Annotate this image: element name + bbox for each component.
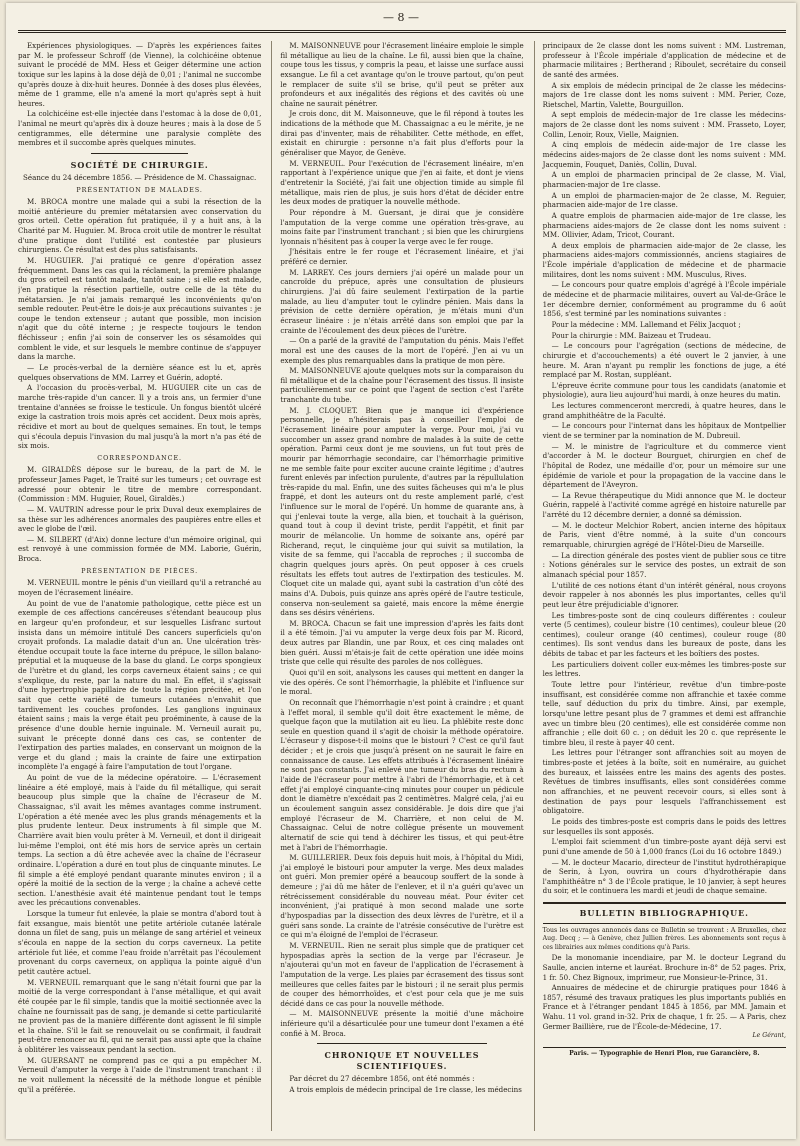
paragraph: L'emploi fait sciemment d'un timbre-poste ayant déjà servi est puni d'une amende de 50 à 1,000 francs (Loi du 16 octobre 1849.) xyxy=(542,837,786,856)
paragraph: Expériences physiologiques. — D'après les expériences faites par M. le professeur Schroff (de Vienne), la colchicéine obtenue suivant le procédé de MM. Hess et Geiger détermine une action toxique sur les lapins à la dose déjà de 0,01 ; l'animal ne succombe qu'après douze à dix-huit heures. Donnée à des doses plus élevées, même de 1 gramme, elle n'a amené la mort qu'après sept à huit heures. xyxy=(18,41,262,108)
paragraph: M. VERNEUIL. Pour l'exécution de l'écrasement linéaire, m'en rapportant à l'expérience unique que j'en ai faite, et dont je viens d'entretenir la Société, j'ai fait une objection timide au simple fil métallique, mais rien de plus, je suis hors d'état de décider entre les deux modes de pratiquer la nouvelle méthode. xyxy=(280,158,524,207)
paragraph: A cinq emplois de médecin aide-major de 1re classe les médecins aides-majors de 2e classe dont les noms suivent : MM. Jacquemin, Fouquet, Daniès, Collin, Duval. xyxy=(542,140,786,169)
paragraph: L'utilité de ces notions étant d'un intérêt général, nous croyons devoir rappeler à nos abonnés les plus importantes, celles qu'il peut leur être préjudiciable d'ignorer. xyxy=(542,580,786,609)
paragraph: A six emplois de médecin principal de 2e classe les médecins-majors de 1re classe dont les noms suivent : MM. Perier, Coze, Rietschel, Martin, Valette, Bourguillon. xyxy=(542,80,786,109)
bibliography-entry: De la monomanie incendiaire, par M. le docteur Legrand du Saulle, ancien interne et lauréat. Brochure in-8° de 52 pages. Prix, 1 fr. 50. Chez Bignoux, imprimeur, rue Monsieur-le-Prince, 31. xyxy=(542,953,786,982)
bibliography-entry: Annuaires de médecine et de chirurgie pratiques pour 1846 à 1857, résumé des travaux pratiques les plus importants publiés en France et à l'étranger pendant 1845 à 1856, par MM. Jamain et Wahu. 11 vol. grand in-32. Prix de chaque, 1 fr. 25. — A Paris, chez Germer Baillière, rue de l'École-de-Médecine, 17. xyxy=(542,983,786,1031)
paragraph: Les lettres pour l'étranger sont affranchies soit au moyen de timbres-poste et jetées à la boîte, soit en numéraire, au guichet des bureaux, et laissées entre les mains des agents des postes. Revêtues de timbres insuffisants, elles sont considérées comme non affranchies, et ne peuvent recevoir cours, si elles sont à destination de pays pour lesquels l'affranchissement est obligatoire. xyxy=(542,748,786,816)
paragraph: Par décret du 27 décembre 1856, ont été nommés : xyxy=(289,1074,475,1084)
paragraph: M. BROCA montre une malade qui a subi la résection de la moitié antérieure du premier métatarsien avec conservation du gros orteil. Cette opération fut pratiquée, il y a huit ans, à la Charité par M. Huguier. M. Broca croit utile de montrer le résultat d'une pratique dont l'utilité est contestée par plusieurs chirurgiens. Ce résultat est des plus satisfaisants. xyxy=(18,197,262,255)
paragraph: — Le procès-verbal de la dernière séance est lu et, après quelques observations de MM. Larrey et Guérin, adopté. xyxy=(18,363,262,382)
paragraph: Quoi qu'il en soit, analysons les causes qui mettent en danger la vie des opérés. Ce sont l'hémorrhagie, la phlébite et l'influence sur le moral. xyxy=(280,668,524,697)
paragraph: M. GUILLERIER. Deux fois depuis huit mois, à l'hôpital du Midi, j'ai employé le bistouri pour amputer la verge. Mes deux malades ont guéri. Mon premier opéré a beaucoup souffert de la sonde à demeure ; j'ai dû me hâter de l'enlever, et il n'a guéri qu'avec un rétrécissement considérable du nouveau méat. Pour éviter cet inconvénient, j'ai pratiqué à mon second malade une sorte d'hypospadias par la dissection des deux lèvres de l'urètre, et il a guéri sans sonde. La crainte de l'atrésie consécutive de l'urètre est ce qui m'a éloigné de l'emploi de l'écraseur. xyxy=(280,853,524,940)
column-1 xyxy=(18,41,261,1131)
bulletin-note: Tous les ouvrages annoncés dans ce Bulletin se trouvent : A Bruxelles, chez Aug. Decq ; — à Genève, chez Jullien frères. Les abonnements sont reçus à ces librairies aux mêmes conditions qu'à Paris. xyxy=(542,926,786,951)
paragraph: Je crois donc, dit M. Maisonneuve, que le fil répond à toutes les indications de la méthode que M. Chassaignac a eu le mérite, je ne dirai pas d'inventer, mais de réhabiliter. Cette méthode, en effet, existait en chirurgie : personne n'a fait plus d'efforts pour la généraliser que Mayor, de Genève. xyxy=(280,109,524,158)
column-2 xyxy=(271,41,523,1131)
bulletin-title: BULLETIN BIBLIOGRAPHIQUE. xyxy=(579,908,749,919)
paragraph: Les lectures commenceront mercredi, à quatre heures, dans le grand amphithéâtre de la Faculté. xyxy=(542,401,786,420)
paragraph: — La Revue thérapeutique du Midi annonce que M. le docteur Guérin, rappelé à l'activité comme agrégé en histoire naturelle par l'arrêté du 12 décembre dernier, a donné sa démission. xyxy=(542,490,786,520)
paragraph: M. J. CLOQUET. Bien que je manque ici d'expérience personnelle, je n'hésiterais pas à conseiller l'emploi de l'écrasement linéaire pour amputer la verge. Pour moi, j'ai vu succomber un assez grand nombre de malades à la suite de cette opération. Parmi ceux dont je me souviens, un fut tout près de mourir par hémorrhagie secondaire, car l'hémorrhagie primitive ne me semble faite pour exciter aucune crainte légitime ; d'autres furent enlevés par infection purulente, d'autres par la répullulation très-rapide du mal. Enfin, une des suites fâcheuses qui m'a le plus frappé, et dont les auteurs ont du reste amplement parlé, c'est l'influence sur le moral de l'opéré. Un homme de quarante ans, à qui j'enlevai toute la verge, alla bien, et touchait à la guérison, quand tout à coup il devint triste, perdit l'appétit, et finit par mourir de mélancolie. Un homme de soixante ans, opéré par Richerand, reçut, le cinquième jour qui suivit sa mutilation, la visite de sa femme, qui l'accabla de reproches ; il succomba de chagrin quelques jours après. On peut opposer à ces cruels résultats les effets tout autres de l'extirpation des testicules. M. Cloquet cite un malade qui, ayant subi la castration d'un côté des mains d'A. Dubois, puis quinze ans après opéré de l'autre testicule, conserva non-seulement sa gaieté, mais encore la même énergie dans ses désirs vénériens. xyxy=(280,405,524,618)
paragraph: Lorsque la tumeur fut enlevée, la plaie se montra d'abord tout à fait exsangue, mais bientôt une petite artériole cutanée latérale donna un filet de sang, puis un mélange de sang artériel et veineux s'écoula en nappe de la section du corps caverneux. La petite artériole fut liée, et comme l'eau froide n'arrêtait pas l'écoulement provenant du corps caverneux, on appliqua la pointe aiguë d'un petit cautère actuel. xyxy=(18,909,262,976)
paragraph: — M. le docteur Macario, directeur de l'institut hydrothérapique de Serin, à Lyon, ouvrira un cours d'hydrothérapie dans l'amphithéâtre n° 3 de l'École pratique, le 10 janvier, à sept heures du soir, et le continuera les mardi et jeudi de chaque semaine. xyxy=(542,857,786,896)
paragraph: M. MAISONNEUVE ajoute quelques mots sur la comparaison du fil métallique et de la chaîne pour l'écrasement des tissus. Il insiste particulièrement sur ce point que l'agent de section c'est l'arête tranchante du tube. xyxy=(280,366,524,405)
paragraph: Les timbres-poste sont de cinq couleurs différentes : couleur verte (5 centimes), couleur bistre (10 centimes), couleur bleue (20 centimes), couleur orange (40 centimes), couleur rouge (80 centimes). Ils sont vendus dans les bureaux de poste, dans les débits de tabac et par les facteurs et les boîtiers des postes. xyxy=(542,610,786,659)
paragraph: Le poids des timbres-poste est compris dans le poids des lettres sur lesquelles ils sont apposés. xyxy=(542,816,786,836)
paragraph: Pour la médecine : MM. Lallemand et Félix Jacquot ; xyxy=(551,319,741,329)
column-3 xyxy=(534,41,786,1131)
paragraph: A deux emplois de pharmacien aide-major de 2e classe, les pharmaciens aides-majors commissionnés, anciens stagiaires de l'École impériale d'application de médecine et de pharmacie militaires, dont les noms suivent : MM. Musculus, Rives. xyxy=(542,240,786,279)
subheading: PRÉSENTATION DE MALADES. xyxy=(76,186,203,194)
manager-signature: Le Gérant, xyxy=(752,1032,786,1040)
paragraph: principaux de 2e classe dont les noms suivent : MM. Lustreman, professeur à l'École impériale d'application de médecine et de pharmacie militaires ; Bertherand ; Riboulet, secrétaire du conseil de santé des armées. xyxy=(542,41,786,79)
society-title: SOCIÉTÉ DE CHIRURGIE. xyxy=(70,160,209,171)
section-divider xyxy=(317,1043,487,1044)
paragraph: Toute lettre pour l'intérieur, revêtue d'un timbre-poste insuffisant, est considérée comme non affranchie et taxée comme telle, sauf déduction du prix du timbre. Ainsi, par exemple, lorsqu'une lettre pesant plus de 7 grammes et demi est affranchie avec un timbre bleu (20 centimes), elle est considérée comme non affranchie ; elle doit 60 c. ; on déduit les 20 c. que représente le timbre bleu, il reste à payer 40 cent. xyxy=(542,680,786,747)
paragraph: Au point de vue de la médecine opératoire. — L'écrasement linéaire a été employé, mais à l'aide du fil métallique, qui serait beaucoup plus simple que la chaîne de l'écraseur de M. Chassaignac, s'il avait les mêmes avantages comme instrument. L'opération a été menée avec les plus grands ménagements et la plus prudente lenteur. Deux instruments à fil simple que M. Charrière avait bien voulu prêter à M. Verneuil, et dont il dirigeait lui-même l'emploi, ont été mis hors de service après un certain temps. La section a dû être achevée avec la chaîne de l'écraseur ordinaire. L'opération a duré en tout plus de cinquante minutes. Le fil simple a été employé pendant quarante minutes environ ; il a opéré la moitié de la section de la verge ; la chaîne a achevé cette section. L'anesthésie avait été maintenue pendant tout le temps avec les précautions convenables. xyxy=(18,773,262,908)
bulletin-header xyxy=(543,902,786,924)
newspaper-page xyxy=(6,3,796,1139)
paragraph: M. MAISONNEUVE pour l'écrasement linéaire emploie le simple fil métallique au lieu de la chaîne. Le fil, aussi bien que la chaîne, coupe tous les tissus, y compris la peau, et laisse une surface aussi exsangue. Le fil a cet avantage qu'on le trouve partout, qu'on peut le remplacer de suite s'il se brise, qu'il peut se prêter aux profondeurs et aux inégalités des régions et des cavités où une chaîne ne saurait pénétrer. xyxy=(280,41,524,108)
paragraph: M. LARREY. Ces jours derniers j'ai opéré un malade pour un cancroïde du prépuce, après une consultation de plusieurs chirurgiens. J'ai dû faire seulement l'extirpation de la partie malade, au lieu d'amputer tout le cylindre pénien. Mais dans la prévision de cette dernière opération, je m'étais muni d'un écraseur linéaire : je n'étais arrêté dans son emploi que par la crainte de l'écoulement des deux pièces de l'urètre. xyxy=(280,267,524,335)
paragraph: — M. SILBERT (d'Aix) donne lecture d'un mémoire original, qui est renvoyé à une commission formée de MM. Laborie, Guérin, Broca. xyxy=(18,534,262,564)
subheading: PRÉSENTATION DE PIÈCES. xyxy=(81,567,199,575)
page-number: — 8 — xyxy=(383,11,419,24)
paragraph: — M. le docteur Melchior Robert, ancien interne des hôpitaux de Paris, vient d'être nommé, à la suite d'un concours remarquable, chirurgien agrégé de l'Hôtel-Dieu de Marseille. xyxy=(542,520,786,550)
paragraph: M. BROCA. Chacun se fait une impression d'après les faits dont il a été témoin. J'ai vu amputer la verge deux fois par M. Ricord, deux autres par Blandin, une par Roux, et ces cinq malades ont bien guéri. Aussi m'étais-je fait de cette opération une idée moins triste que celle qui résulte des paroles de nos collègues. xyxy=(280,618,524,667)
columns xyxy=(18,41,786,1131)
paragraph: L'épreuve écrite commune pour tous les candidats (anatomie et physiologie), aura lieu aujourd'hui mardi, à onze heures du matin. xyxy=(542,380,786,400)
paragraph: J'hésitais entre le fer rouge et l'écrasement linéaire, et j'ai préféré ce dernier. xyxy=(280,247,524,267)
chronicle-title: CHRONIQUE ET NOUVELLES SCIENTIFIQUES. xyxy=(324,1050,480,1072)
paragraph: — M. VAUTRIN adresse pour le prix Duval deux exemplaires de sa thèse sur les adhérences anormales des paupières entre elles et avec le globe de l'œil. xyxy=(18,504,262,534)
footer-rule xyxy=(543,1047,786,1048)
paragraph: Au point de vue de l'anatomie pathologique, cette pièce est un exemple de ces affections cancéreuses s'étendant beaucoup plus en largeur qu'en profondeur, et sur lesquelles Lisfranc surtout insista dans un mémoire intitulé Des cancers superficiels qu'on croyait profonds. La maladie datait d'un an. Une ulcération très-étendue occupait toute la face interne du prépuce, le sillon balano-préputial et la muqueuse de la base du gland. Le corps spongieux de l'urètre et du gland, les corps caverneux étaient sains ; ce qui s'explique, du reste, par la nature du mal. En effet, il s'agissait d'une hypertrophie papillaire de toute la région précitée, et l'on sait que cette variété de tumeurs cutanées n'envahit que tardivement les couches profondes. Les ganglions inguinaux étaient sains ; mais la verge était peu proéminente, à cause de la présence d'une double hernie inguinale. M. Verneuil aurait pu, suivant le précepte donné dans ces cas, se contenter de l'extirpation des parties malades, en conservant un moignon de la verge et du gland ; mais la crainte de faire une extirpation incomplète l'a engagé à faire l'amputation de tout l'organe. xyxy=(18,598,262,772)
session-line: Séance du 24 décembre 1856. — Présidence de M. Chassaignac. xyxy=(23,172,257,182)
paragraph: M. VERNEUIL montre le pénis d'un vieillard qu'il a retranché au moyen de l'écrasement linéaire. xyxy=(18,578,262,597)
paragraph: — On a parlé de la gravité de l'amputation du pénis. Mais l'effet moral est une des causes de la mort de l'opéré. J'en ai vu un exemple des plus remarquables dans la pratique de mon père. xyxy=(280,336,524,365)
paragraph: A un emploi de pharmacien-major de 2e classe, M. Reguier, pharmacien aide-major de 1re classe. xyxy=(542,190,786,210)
paragraph: Les particuliers doivent coller eux-mêmes les timbres-poste sur les lettres. xyxy=(542,659,786,679)
paragraph: A un emploi de pharmacien principal de 2e classe, M. Vial, pharmacien-major de 1re classe. xyxy=(542,170,786,189)
paragraph: M. VERNEUIL remarquant que le sang n'était fourni que par la moitié de la verge correspondant à l'anse métallique, et qui avait été coupée par le fil simple, tandis que la moitié sectionnée avec la chaîne ne fournissait pas de sang, je demande si cette particularité ne provient pas de la manière différente dont agissent le fil simple et la chaîne. S'il le fait se renouvelait ou se confirmait, il faudrait peut-être renoncer au fil, qui ne serait pas aussi apte que la chaîne à oblitérer les vaisseaux pendant la section. xyxy=(18,977,262,1055)
paragraph: A l'occasion du procès-verbal, M. HUGUIER cite un cas de marche très-rapide d'un cancer. Il y a trois ans, un fermier d'une trentaine d'années se froisse le testicule. Un fongus bientôt ulcéré exige la castration trois mois après cet accident. Deux mois après, récidive et mort au bout de quelques semaines. En tout, le temps qui s'écoula depuis l'invasion du mal jusqu'à la mort n'a pas été de six mois. xyxy=(18,383,262,451)
paragraph: — Le concours pour l'internat dans les hôpitaux de Montpellier vient de se terminer par la nomination de M. Dubreuil. xyxy=(542,421,786,440)
paragraph: M. GIRALDÈS dépose sur le bureau, de la part de M. le professeur James Paget, le Traité sur les tumeurs ; cet ouvrage est adressé pour obtenir le titre de membre correspondant. (Commission : MM. Huguier, Rouel, Giraldès.) xyxy=(18,465,262,504)
paragraph: A quatre emplois de pharmacien aide-major de 1re classe, les pharmaciens aides-majors de 2e classe dont les noms suivent : MM. Ollivier, Adam, Tricot, Courant. xyxy=(542,210,786,240)
paragraph: M. VERNEUIL. Rien ne serait plus simple que de pratiquer cet hypospadias après la section de la verge par l'écraseur. Je n'ajouterai qu'un mot en faveur de l'application de l'écrasement à l'amputation de la verge. Les plaies par écrasement des tissus sont meilleures que celles faites par le bistouri ; il ne serait plus permis de couper des hémorrhoïdes, et c'est pour cela que je me suis décidé dans ce cas pour la nouvelle méthode. xyxy=(280,940,524,1008)
subheading: CORRESPONDANCE. xyxy=(97,454,183,462)
paragraph: A trois emplois de médecin principal de 1re classe, les médecins xyxy=(289,1084,522,1094)
paragraph: Pour la chirurgie : MM. Baizeau et Trudeau. xyxy=(551,330,711,340)
paragraph: A sept emplois de médecin-major de 1re classe les médecins-majors de 2e classe dont les noms suivent : MM. Frasseto, Loyer, Collin, Lenoir, Roux, Vielle, Maignien. xyxy=(542,110,786,139)
paragraph: — M. MAISONNEUVE présente la moitié d'une mâchoire inférieure qu'il a désarticulée pour une tumeur dont l'examen a été confié à M. Broca. xyxy=(280,1009,524,1038)
header-rule xyxy=(18,30,786,33)
paragraph: M. GUERSANT ne comprend pas ce qui a pu empêcher M. Verneuil d'amputer la verge à l'aide de l'instrument tranchant : il ne voit nullement la nécessité de la méthode longue et pénible qu'il a préférée. xyxy=(18,1055,262,1094)
paragraph: — Le concours pour l'agrégation (sections de médecine, de chirurgie et d'accouchements) a été ouvert le 2 janvier, à une heure. M. Aran n'ayant pu remplir les fonctions de juge, a été remplacé par M. Rostan, suppléant. xyxy=(542,341,786,380)
paragraph: M. HUGUIER. J'ai pratiqué ce genre d'opération assez fréquemment. Dans les cas qui la réclament, la première phalange du gros orteil est tantôt malade, tantôt saine ; si elle est malade, j'en pratique la résection partielle, outre celle de la tête du métatarsien. Je n'ai jamais remarqué les inconvénients qu'on semble redouter. Peut-être le dois-je aux précautions suivantes : je coupe le tendon extenseur ; autant que possible, mon incision n'agit que du côté interne ; je respecte toujours le tendon fléchisseur ; enfin j'ai soin de conserver les os sésamoïdes qui comblent le vide, et sur lesquels le membre continue de s'appuyer dans la marche. xyxy=(18,255,262,362)
paragraph: Pour répondre à M. Guersant, je dirai que je considère l'amputation de la verge comme une opération très-grave, au moins faite par l'instrument tranchant ; si bien que les chirurgiens lyonnais n'hésitent pas à couper la verge avec le fer rouge. xyxy=(280,207,524,246)
printer-imprint: Paris. — Typographie de Henri Plon, rue Garancière, 8. xyxy=(569,1049,760,1057)
paragraph: On reconnaît que l'hémorrhagie n'est point à craindre ; et quant à l'effet moral, il semble qu'il doit être exactement le même, de quelque façon que la mutilation ait eu lieu. La phlébite reste donc seule en question quand il s'agit de choisir la méthode opératoire. L'écraseur y dispose-t-il moins que le bistouri ? C'est ce qu'il faut décider ; et je crois que jusqu'à présent on ne saurait le faire en connaissance de cause. Les effets attribués à l'écrasement linéaire ne sont pas constants. J'ai enlevé une tumeur du bras du rectum à l'aide de l'écraseur pour mettre à l'abri de l'hémorrhagie, et à cet effet j'ai employé cinquante-cinq minutes pour couper un pédicule dont le diamètre n'excédait pas 2 centimètres. Malgré cela, j'ai eu un écoulement sanguin assez considérable. Je dois dire que j'ai employé l'écraseur de M. Charrière, et non celui de M. Chassaignac. Celui de notre collègue présente un mouvement alternatif de scie qui tend à déchirer les tissus, et qui peut-être met à l'abri de l'hémorrhagie. xyxy=(280,697,524,852)
paragraph: — M. le ministre de l'agriculture et du commerce vient d'accorder à M. le docteur Bourguet, chirurgien en chef de l'hôpital de Rodez, une médaille d'or, pour un mémoire sur une épidémie de variole et pour la propagation de la vaccine dans le département de l'Aveyron. xyxy=(542,441,786,490)
section-divider xyxy=(91,153,188,154)
paragraph: — Le concours pour quatre emplois d'agrégé à l'École impériale de médecine et de pharmacie militaires, ouvert au Val-de-Grâce le 1er décembre dernier, conformément au programme du 6 août 1856, s'est terminé par les nominations suivantes : xyxy=(542,280,786,319)
paragraph: — La direction générale des postes vient de publier sous ce titre : Notions générales sur le service des postes, un extrait de son almanach spécial pour 1857. xyxy=(542,550,786,579)
paragraph: La colchicéine est-elle injectée dans l'estomac à la dose de 0,01, l'animal ne meurt qu'après dix à douze heures ; mais à la dose de 5 centigrammes, elle détermine une paralysie complète des membres et il succombe après quelques minutes. xyxy=(18,109,262,148)
